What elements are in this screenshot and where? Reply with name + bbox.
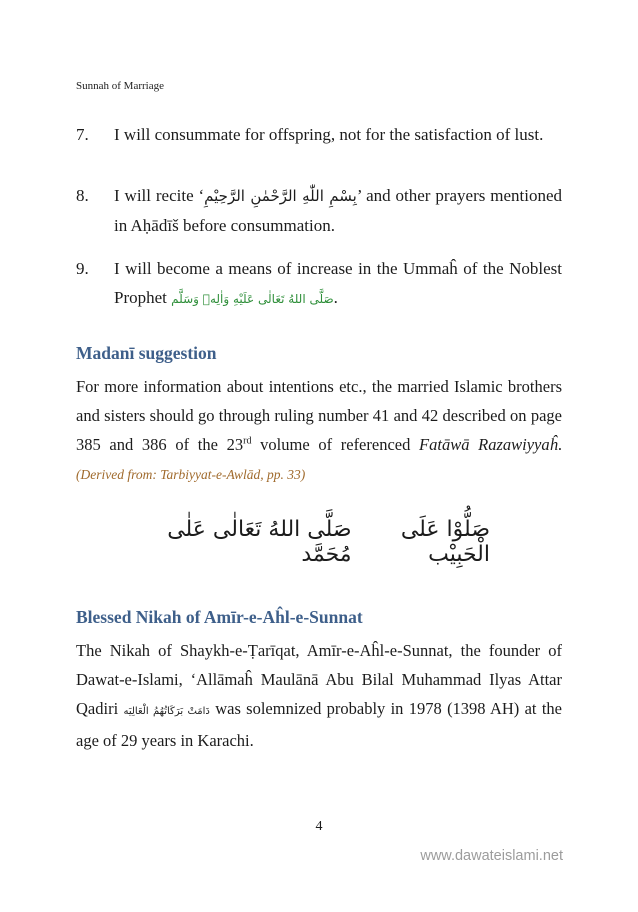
- nikah-paragraph: The Nikah of Shaykh-e-Ṭarīqat, Amīr-e-Aĥl-e-Sunnat, the founder of Dawat-e-Islami, ‘Allāmaĥ Maulānā Abu Bilal Muhammad Ilyas Attar Qadiri دَامَتْ بَرَكَاتُهُمُ الْعَالِيَه was solemnized probably in 1978 (1398 AH) at the age of 29 years in Karachi.: [76, 641, 562, 750]
- section-heading-madani: Madanī suggestion: [76, 343, 217, 363]
- item-text: I will become a means of increase in the Ummaĥ of the Noblest Prophet صَلَّى اللهُ تَعَالٰى عَلَيْهِ وَاٰلِهٖ وَسَلَّم.: [114, 259, 562, 307]
- item-number: 9.: [76, 259, 89, 278]
- item-text: I will recite ‘بِسْمِ اللّٰهِ الرَّحْمٰنِ الرَّحِيْمِ’ and other prayers mentioned in Aḥādīš before consummation.: [114, 186, 562, 235]
- item-number: 8.: [76, 186, 89, 205]
- list-item-7: [76, 120, 562, 149]
- honorific-arabic: دَامَتْ بَرَكَاتُهُمُ الْعَالِيَه: [123, 706, 210, 717]
- list-item-8: [76, 181, 562, 240]
- website-footer: www.dawateislami.net: [420, 848, 563, 864]
- page-number: 4: [315, 819, 323, 834]
- item-text: I will consummate for offspring, not for the satisfaction of lust.: [114, 125, 544, 144]
- item-number: 7.: [76, 125, 89, 144]
- salawat-arabic: صَلَّى اللهُ تَعَالٰى عَلَيْهِ وَاٰلِهٖ وَسَلَّم: [171, 292, 334, 306]
- madani-paragraph: For more information about intentions etc., the married Islamic brothers and sisters should go through ruling number 41 and 42 described on page 385 and 386 of the 23rd volume of referenced Fatāwā Razawiyyaĥ. (Derived from: Tarbiyyat-e-Awlād, pp. 33): [76, 377, 562, 482]
- durood-right: صَلُّوْا عَلَى الْحَبِيْب: [400, 517, 490, 567]
- list-item-9: [76, 254, 562, 314]
- book-title: Fatāwā Razawiyyaĥ: [419, 435, 558, 454]
- source-citation: (Derived from: Tarbiyyat-e-Awlād, pp. 33): [76, 467, 306, 482]
- bismillah-arabic: بِسْمِ اللّٰهِ الرَّحْمٰنِ الرَّحِيْمِ: [204, 187, 357, 205]
- running-header: Sunnah of Marriage: [76, 80, 164, 92]
- durood-left: صَلَّى اللهُ تَعَالٰى عَلٰى مُحَمَّد: [167, 517, 352, 567]
- durood-line: [140, 517, 490, 567]
- section-heading-nikah: Blessed Nikah of Amīr-e-Aĥl-e-Sunnat: [76, 607, 363, 627]
